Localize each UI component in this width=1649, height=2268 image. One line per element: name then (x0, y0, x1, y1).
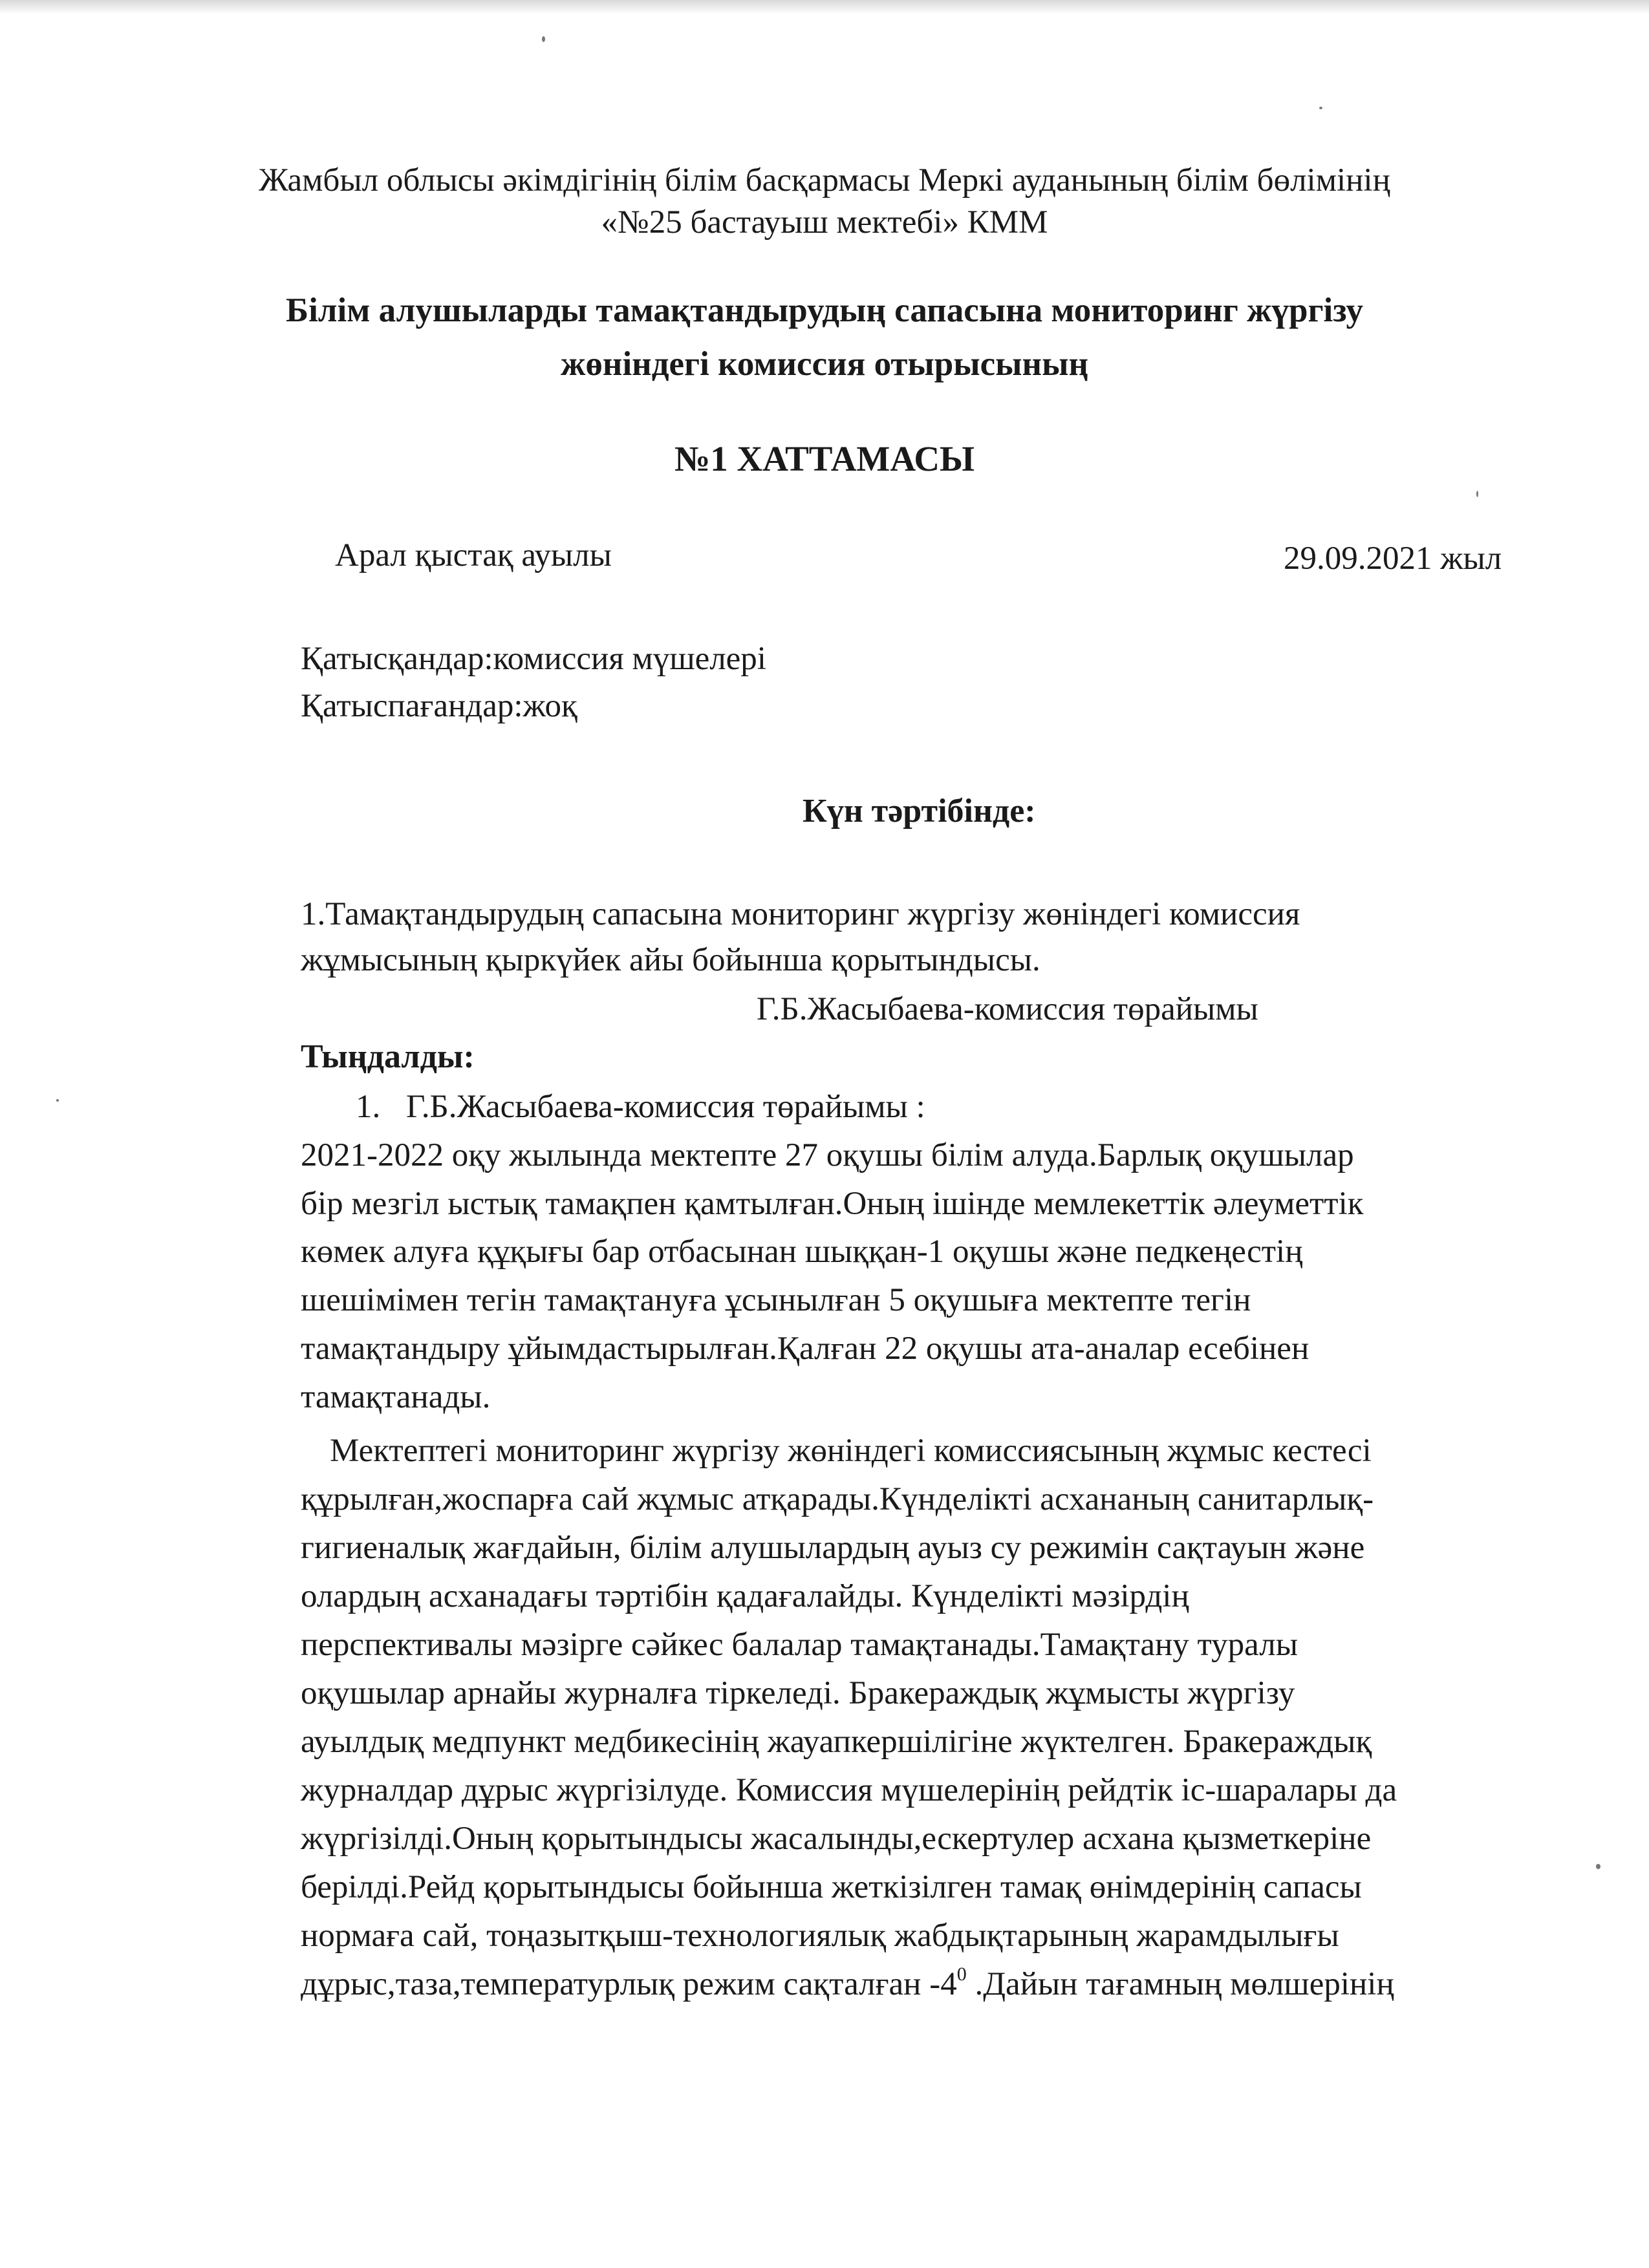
paragraph-2-line: перспективалы мәзірге сәйкес балалар тамақтанады.Тамақтану туралы (301, 1627, 1298, 1663)
scan-edge-shadow (0, 0, 1649, 14)
document-title-line-2: жөніндегі комиссия отырысының (560, 345, 1088, 383)
document-title-line-1: Білім алушыларды тамақтандырудың сапасына мониторинг жүргізу (286, 292, 1363, 329)
degree-superscript: 0 (956, 1963, 967, 1985)
paragraph-1-line: шешімімен тегін тамақтануға ұсынылған 5 оқушыға мектепте тегін (301, 1282, 1251, 1318)
paragraph-2-line: нормаға сай, тоңазытқыш-технологиялық жабдықтарының жарамдылығы (301, 1918, 1339, 1954)
heard-heading: Тыңдалды: (301, 1038, 475, 1075)
meeting-date: 29.09.2021 жыл (1284, 540, 1502, 577)
paragraph-2-line: журналдар дұрыс жүргізілуде. Комиссия мүшелерінің рейдтік іс-шаралары да (301, 1772, 1397, 1808)
organization-line-1: Жамбыл облысы әкімдігінің білім басқармасы Меркі ауданының білім бөлімінің (259, 162, 1390, 198)
heard-item-speaker: Г.Б.Жасыбаева-комиссия төрайымы : (406, 1089, 925, 1125)
paragraph-2-line: оқушылар арнайы журналға тіркеледі. Бракераждық жұмысты жүргізу (301, 1675, 1295, 1711)
paragraph-2-line: ауылдық медпункт медбикесінің жауапкершілігіне жүктелген. Бракераждық (301, 1724, 1372, 1760)
protocol-number: №1 ХАТТАМАСЫ (674, 439, 975, 478)
paragraph-2-line: гигиеналық жағдайын, білім алушылардың ауыз су режимін сақтауын және (301, 1530, 1365, 1566)
scan-speck (1319, 107, 1322, 109)
meeting-place: Арал қыстақ ауылы (335, 537, 612, 573)
present-members: Қатысқандар:комиссия мүшелері (301, 641, 766, 677)
paragraph-2-line: жүргізілді.Оның қорытындысы жасалынды,ескертулер асхана қызметкеріне (301, 1821, 1372, 1857)
paragraph-1-line: тамақтандыру ұйымдастырылған.Қалған 22 оқушы ата-аналар есебінен (301, 1331, 1310, 1367)
paragraph-1-line: көмек алуға құқығы бар отбасынан шыққан-1 оқушы және педкеңестің (301, 1234, 1303, 1270)
scan-speck (542, 36, 545, 42)
paragraph-2-line: Мектептегі мониторинг жүргізу жөніндегі комиссиясының жұмыс кестесі (330, 1433, 1372, 1469)
heard-item-marker: 1. (356, 1089, 381, 1125)
paragraph-1-line: 2021-2022 оқу жылында мектепте 27 оқушы білім алуда.Барлық оқушылар (301, 1137, 1354, 1173)
paragraph-1-line: тамақтанады. (301, 1379, 491, 1415)
paragraph-2-last-line-start: дұрыс,таза,температурлық режим сақталған -4 (301, 1966, 957, 2002)
paragraph-2-line: олардың асханадағы тәртібін қадағалайды. Күнделікті мәзірдің (301, 1578, 1189, 1614)
agenda-item-line-1: 1.Тамақтандырудың сапасына мониторинг жүргізу жөніндегі комиссия (301, 896, 1300, 932)
paragraph-1-line: бір мезгіл ыстық тамақпен қамтылған.Оның ішінде мемлекеттік әлеуметтік (301, 1186, 1364, 1222)
organization-line-2: «№25 бастауыш мектебі» КММ (601, 204, 1048, 241)
paragraph-2-line: құрылған,жоспарға сай жұмыс атқарады.Күнделікті асхананың санитарлық- (301, 1481, 1374, 1517)
paragraph-2-last-line (301, 1965, 1394, 2004)
agenda-heading: Күн тәртібінде: (803, 793, 1036, 829)
absent-members: Қатыспағандар:жоқ (301, 688, 577, 724)
paragraph-2-last-line-end: .Дайын тағамның мөлшерінің (966, 1966, 1394, 2002)
paragraph-2-line: берілді.Рейд қорытындысы бойынша жеткізілген тамақ өнімдерінің сапасы (301, 1869, 1362, 1905)
scan-speck (1596, 1864, 1600, 1869)
agenda-item-line-2: жұмысының қыркүйек айы бойынша қорытындысы. (301, 942, 1040, 978)
scan-speck (56, 1099, 59, 1102)
agenda-speaker: Г.Б.Жасыбаева-комиссия төрайымы (757, 991, 1258, 1027)
scan-speck (1476, 491, 1478, 497)
